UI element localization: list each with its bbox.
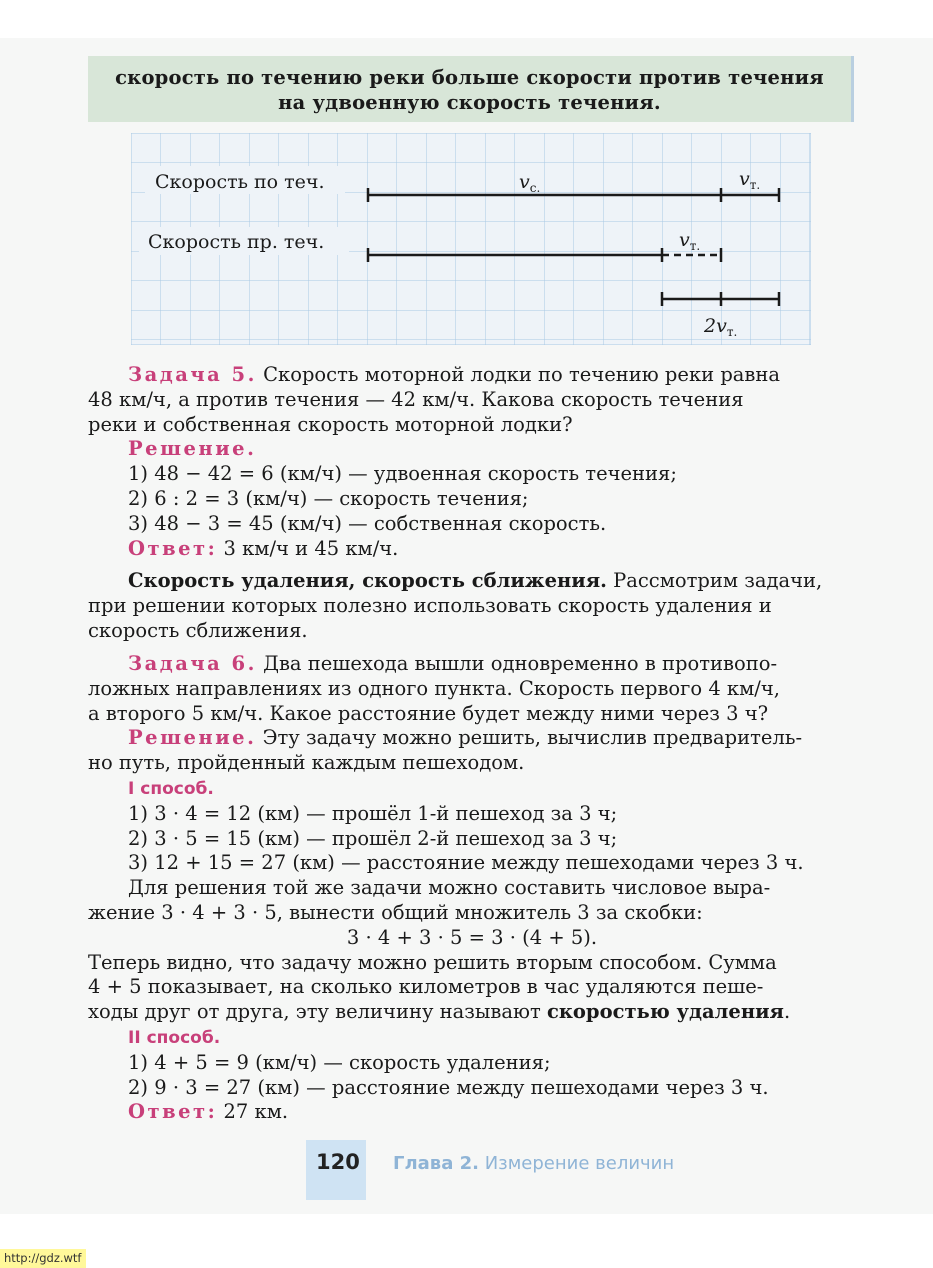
task5-solution-label: Решение.	[128, 437, 257, 461]
section-title: Скорость удаления, скорость сближения.	[128, 569, 607, 592]
label-upstream: Скорость пр. теч.	[148, 231, 325, 253]
chapter-heading: Глава 2. Измерение величин	[393, 1153, 675, 1174]
task6-line-3: а второго 5 км/ч. Какое расстояние будет между ними через 3 ч?	[88, 701, 769, 725]
para2-line-2: 4 + 5 показывает, на сколько километров в час удаляются пеше-	[88, 975, 764, 999]
section-block	[88, 569, 856, 643]
para2-line-1: Теперь видно, что задачу можно решить вторым способом. Сумма	[88, 950, 777, 974]
label-downstream: Скорость по теч.	[155, 171, 325, 193]
method1-label: I способ.	[128, 778, 214, 799]
source-watermark[interactable]: http://gdz.wtf	[0, 1249, 86, 1268]
task5-step-3: 3) 48 − 3 = 45 (км/ч) — собственная скорость.	[128, 511, 607, 535]
task5-step-1: 1) 48 − 42 = 6 (км/ч) — удвоенная скорость течения;	[128, 462, 677, 486]
task5-line-2: 48 км/ч, а против течения — 42 км/ч. Какова скорость течения	[88, 387, 744, 411]
task6-label: Задача 6.	[128, 652, 257, 675]
task5-step-2: 2) 6 : 2 = 3 (км/ч) — скорость течения;	[128, 486, 529, 510]
task5-line-3: реки и собственная скорость моторной лодки?	[88, 412, 573, 436]
task6-solution-line-2: но путь, пройденный каждым пешеходом.	[88, 751, 525, 775]
method2-step-1: 1) 4 + 5 = 9 (км/ч) — скорость удаления;	[128, 1050, 551, 1074]
v-current-label-top: $v_{т.}$	[739, 168, 761, 192]
task6-line-2: ложных направлениях из одного пункта. Скорость первого 4 км/ч,	[88, 676, 780, 700]
method1-step-2: 2) 3 · 5 = 15 (км) — прошёл 2-й пешеход за 3 ч;	[128, 826, 618, 850]
v-current-label-mid: $v_{т.}$	[679, 229, 701, 253]
section-line-3: скорость сближения.	[88, 618, 308, 642]
diagram-svg	[131, 133, 811, 345]
method2-label: II способ.	[128, 1027, 221, 1048]
task5-label: Задача 5.	[128, 363, 257, 386]
two-v-label: $2v_{т.}$	[704, 315, 738, 339]
v-own-label: $v_{с.}$	[519, 171, 541, 195]
method1-step-3: 3) 12 + 15 = 27 (км) — расстояние между пешеходами через 3 ч.	[128, 851, 804, 875]
rule-line-1: скорость по течению реки больше скорости против течения	[115, 66, 824, 89]
para1-line-2: жение 3 · 4 + 3 · 5, вынести общий множитель 3 за скобки:	[88, 900, 703, 924]
term-removal-speed: скоростью удаления	[546, 1000, 784, 1024]
method1-step-1: 1) 3 · 4 = 12 (км) — прошёл 1-й пешеход за 3 ч;	[128, 801, 618, 825]
formula: 3 · 4 + 3 · 5 = 3 · (4 + 5).	[346, 925, 598, 949]
section-line-2: при решении которых полезно использовать скорость удаления и	[88, 593, 772, 617]
para1-line-1: Для решения той же задачи можно составить числовое выра-	[128, 876, 771, 900]
para2-line-3: ходы друг от друга, эту величину называют скоростью удаления.	[88, 1000, 791, 1024]
rule-box	[88, 56, 854, 122]
task6-answer: Ответ: 27 км.	[128, 1100, 289, 1124]
page-number: 120	[316, 1150, 360, 1174]
task5-block	[88, 363, 856, 561]
method2-step-2: 2) 9 · 3 = 27 (км) — расстояние между пешеходами через 3 ч.	[128, 1075, 769, 1099]
task6-block	[88, 652, 856, 1125]
task6-solution-line-1: Решение. Эту задачу можно решить, вычислив предваритель-	[128, 726, 803, 750]
speed-diagram	[131, 133, 811, 345]
task5-line-1: Задача 5. Скорость моторной лодки по течению реки равна	[128, 363, 781, 386]
task5-answer: Ответ: 3 км/ч и 45 км/ч.	[128, 536, 399, 560]
section-line-1: Скорость удаления, скорость сближения. Рассмотрим задачи,	[128, 569, 823, 592]
task6-line-1: Задача 6. Два пешехода вышли одновременно в противопо-	[128, 652, 778, 675]
rule-line-2: на удвоенную скорость течения.	[278, 91, 661, 114]
